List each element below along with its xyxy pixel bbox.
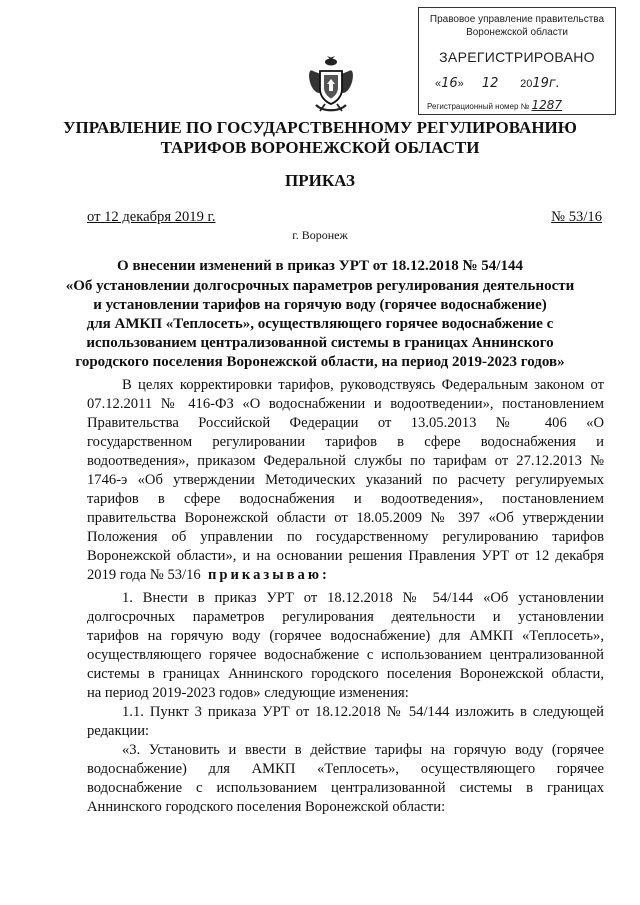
preamble-line: Воронежской области», и на основании решения Правления УРТ от 12 декабря [87, 548, 604, 564]
item1-1-last-line: редакции: [87, 723, 150, 739]
item1-line: долгосрочных параметров регулирования деятельности и установлении [87, 609, 604, 625]
title-line: О внесении изменений в приказ УРТ от 18.12.2018 № 54/144 [117, 258, 523, 274]
order-number: № 53/16 [551, 209, 602, 225]
stamp-reg-number-value: 1287 [531, 98, 563, 112]
item1-1-line: 1.1. Пункт 3 приказа УРТ от 18.12.2018 № 54/144 изложить в следующей [122, 704, 604, 720]
stamp-reg-number-label: Регистрационный номер № [427, 102, 530, 111]
item1-line: осуществляющего горячее водоснабжение с использованием централизованной [87, 647, 604, 663]
stamp-year-suffix: 19г. [532, 76, 560, 91]
item1-last-line: на период 2019-2023 годов» следующие изменения: [87, 685, 409, 701]
title-line: использованием централизованной системы в границах Аннинского [86, 335, 554, 351]
item3-last-line: Аннинского городского поселения Воронежской области: [87, 799, 446, 815]
preamble-line: В целях корректировки тарифов, руководствуясь Федеральным законом от [122, 377, 604, 393]
coat-of-arms-emblem [307, 55, 355, 113]
order-city: г. Воронеж [292, 228, 348, 242]
registration-stamp [418, 7, 616, 115]
preamble-decision-ref: 2019 года № 53/16 [87, 567, 201, 583]
item3-line: водоснабжение с использованием централизованной системы в границах [87, 780, 604, 796]
preamble-line: Положения об управлении по государственному регулированию тарифов [87, 529, 604, 545]
stamp-month: 12 [481, 76, 499, 91]
preamble-line: правительства Воронежской области от 18.05.2009 № 397 «Об утверждении [87, 510, 604, 526]
stamp-day: 16 [441, 76, 458, 91]
org-name-line2: ТАРИФОВ ВОРОНЕЖСКОЙ ОБЛАСТИ [160, 138, 480, 157]
stamp-reg-number [427, 98, 562, 112]
item3-line: водоснабжение) для АМКП «Теплосеть», осуществляющего горячее [87, 761, 604, 777]
org-name-line1: УПРАВЛЕНИЕ ПО ГОСУДАРСТВЕННОМУ РЕГУЛИРОВАНИЮ [63, 118, 577, 137]
preamble-last-line [87, 567, 604, 584]
preamble-line: Правительства Российской Федерации от 13.05.2013 № 406 «О [87, 415, 604, 431]
preamble-line: водоотведения», приказом Федеральной службы по тарифам от 27.12.2013 № [87, 453, 604, 469]
stamp-date: «16» 12 2019г. [435, 76, 560, 91]
preamble-line: 1746-э «Об утверждении Методических указаний по расчету регулируемых [87, 472, 604, 488]
item1-line: тарифов на горячую воду (горячее водоснабжение) для АМКП «Теплосеть», [87, 628, 604, 644]
title-line: и установлении тарифов на горячую воду (горячее водоснабжение) [93, 297, 547, 313]
stamp-authority-line2: Воронежской области [466, 27, 568, 38]
stamp-registered-label: ЗАРЕГИСТРИРОВАНО [439, 49, 595, 65]
orders-word: приказываю: [208, 567, 330, 583]
document-type: ПРИКАЗ [285, 171, 355, 190]
stamp-year-prefix: 20 [520, 78, 533, 90]
item3-line: «3. Установить и ввести в действие тарифы на горячую воду (горячее [122, 742, 604, 758]
item1-line: 1. Внести в приказ УРТ от 18.12.2018 № 54/144 «Об установлении [122, 590, 604, 606]
stamp-authority-line1: Правовое управление правительства [429, 14, 605, 25]
preamble-line: 07.12.2011 № 416-ФЗ «О водоснабжении и водоотведении», постановлением [87, 396, 604, 412]
preamble-line: тарифов в сфере водоснабжения и водоотведения», постановлением [87, 491, 604, 507]
title-line: «Об установлении долгосрочных параметров регулирования деятельности [65, 278, 575, 294]
item1-line: системы в границах Аннинского городского поселения Воронежской области, [87, 666, 604, 682]
title-line: городского поселения Воронежской области, на период 2019-2023 годов» [75, 354, 565, 370]
preamble-line: государственном регулировании тарифов в сфере водоснабжения и [87, 434, 604, 450]
title-line: для АМКП «Теплосеть», осуществляющего горячее водоснабжение с [86, 316, 554, 332]
order-date: от 12 декабря 2019 г. [87, 209, 216, 225]
